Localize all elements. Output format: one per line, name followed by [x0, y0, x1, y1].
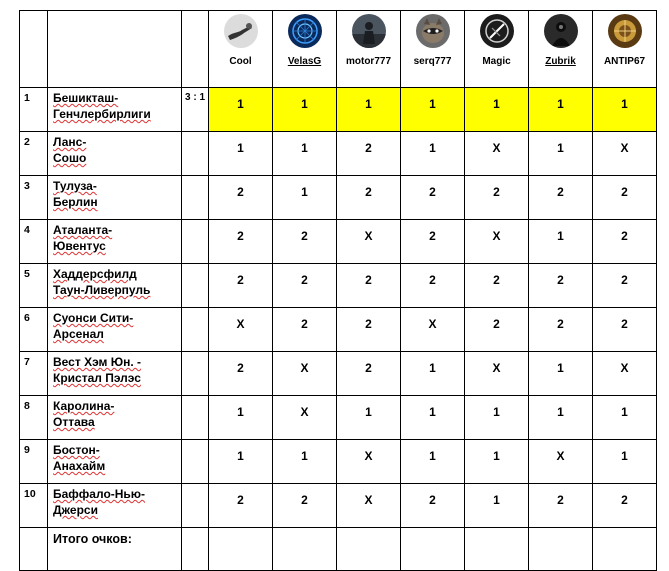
- match-row: [20, 484, 657, 528]
- prediction-cell: X: [465, 220, 529, 264]
- prediction-cell: 2: [465, 264, 529, 308]
- raccoon-avatar-icon: [416, 14, 450, 48]
- team-line: Таун-Ливерпуль: [53, 283, 151, 297]
- header-match-cell: [48, 11, 182, 88]
- prediction-cell: 1: [593, 88, 657, 132]
- team-line: Джерси: [53, 503, 98, 517]
- total-row: [20, 528, 657, 571]
- match-row: [20, 264, 657, 308]
- match-score: [182, 308, 209, 352]
- prediction-cell: 2: [593, 220, 657, 264]
- match-number: 5: [20, 264, 48, 308]
- prediction-cell: 2: [465, 308, 529, 352]
- match-number: 1: [20, 88, 48, 132]
- blue-vortex-avatar-icon: [288, 14, 322, 48]
- match-score: [182, 396, 209, 440]
- prediction-cell: X: [465, 132, 529, 176]
- prediction-cell: 1: [465, 88, 529, 132]
- match-row: [20, 440, 657, 484]
- prediction-cell: 1: [529, 132, 593, 176]
- player-name: Cool: [229, 56, 252, 67]
- prediction-cell: 2: [401, 220, 465, 264]
- match-row: [20, 396, 657, 440]
- prediction-cell: 2: [209, 220, 273, 264]
- player-name: VelasG: [287, 56, 322, 67]
- prediction-cell: 1: [465, 440, 529, 484]
- player-name: serq777: [413, 56, 452, 67]
- prediction-cell: 2: [593, 308, 657, 352]
- team-line: Аталанта-: [53, 223, 113, 237]
- prediction-cell: 2: [529, 484, 593, 528]
- team-line: Кристал Пэлэс: [53, 371, 141, 385]
- prediction-cell: 1: [273, 88, 337, 132]
- prediction-cell: X: [209, 308, 273, 352]
- match-teams: [48, 440, 182, 484]
- prediction-cell: 2: [529, 176, 593, 220]
- player-header-cell: [593, 11, 657, 88]
- total-points-cell: [401, 528, 465, 571]
- prediction-cell: 1: [593, 396, 657, 440]
- total-num-cell: [20, 528, 48, 571]
- prediction-cell: 1: [401, 352, 465, 396]
- prediction-cell: 2: [529, 308, 593, 352]
- gold-pattern-avatar-icon: [608, 14, 642, 48]
- match-score: [182, 484, 209, 528]
- team-line: Вест Хэм Юн. -: [53, 355, 142, 369]
- prediction-cell: 2: [401, 176, 465, 220]
- match-teams: [48, 484, 182, 528]
- team-line: Анахайм: [53, 459, 106, 473]
- prediction-cell: 2: [273, 308, 337, 352]
- team-line: Каролина-: [53, 399, 115, 413]
- prediction-cell: 2: [337, 132, 401, 176]
- prediction-cell: X: [593, 352, 657, 396]
- player-name: Zubrik: [545, 56, 576, 67]
- prediction-cell: 2: [337, 264, 401, 308]
- match-row: [20, 176, 657, 220]
- prediction-cell: 1: [209, 88, 273, 132]
- prediction-cell: 2: [593, 264, 657, 308]
- prediction-cell: 1: [273, 176, 337, 220]
- match-teams: [48, 352, 182, 396]
- match-row: [20, 220, 657, 264]
- prediction-cell: X: [337, 440, 401, 484]
- prediction-cell: 2: [273, 484, 337, 528]
- prediction-cell: 1: [273, 132, 337, 176]
- match-row: [20, 132, 657, 176]
- total-score-cell: [182, 528, 209, 571]
- match-score: [182, 220, 209, 264]
- prediction-cell: 2: [209, 264, 273, 308]
- prediction-cell: 1: [401, 132, 465, 176]
- prediction-cell: X: [401, 308, 465, 352]
- player-header-cell: [273, 11, 337, 88]
- prediction-cell: 2: [273, 220, 337, 264]
- prediction-cell: 2: [337, 308, 401, 352]
- total-points-cell: [209, 528, 273, 571]
- prediction-cell: 1: [401, 440, 465, 484]
- team-line: Оттава: [53, 415, 95, 429]
- prediction-cell: 1: [529, 220, 593, 264]
- team-line: Генчлербирлиги: [53, 107, 151, 121]
- prediction-cell: 1: [529, 88, 593, 132]
- prediction-cell: 2: [209, 176, 273, 220]
- prediction-cell: X: [273, 396, 337, 440]
- team-line: Тулуза-: [53, 179, 97, 193]
- prediction-cell: 2: [209, 352, 273, 396]
- match-number: 10: [20, 484, 48, 528]
- table-body: [20, 11, 657, 571]
- total-points-cell: [593, 528, 657, 571]
- match-teams: [48, 308, 182, 352]
- prediction-cell: X: [529, 440, 593, 484]
- team-line: Ланс-: [53, 135, 87, 149]
- player-header-cell: [209, 11, 273, 88]
- match-score: [182, 176, 209, 220]
- prediction-cell: 2: [401, 484, 465, 528]
- match-score: [182, 132, 209, 176]
- match-row: [20, 352, 657, 396]
- team-line: Ювентус: [53, 239, 106, 253]
- prediction-cell: 2: [593, 484, 657, 528]
- prediction-cell: 1: [529, 396, 593, 440]
- prediction-cell: 2: [465, 176, 529, 220]
- match-number: 4: [20, 220, 48, 264]
- match-teams: [48, 132, 182, 176]
- match-score: [182, 352, 209, 396]
- prediction-cell: X: [273, 352, 337, 396]
- predictions-table: [19, 10, 657, 571]
- match-number: 8: [20, 396, 48, 440]
- player-header-cell: [465, 11, 529, 88]
- team-line: Арсенал: [53, 327, 104, 341]
- prediction-cell: 2: [593, 176, 657, 220]
- match-teams: [48, 264, 182, 308]
- player-header-cell: [401, 11, 465, 88]
- match-number: 6: [20, 308, 48, 352]
- prediction-cell: 1: [529, 352, 593, 396]
- total-points-cell: [337, 528, 401, 571]
- dark-figure-avatar-icon: [352, 14, 386, 48]
- prediction-cell: 1: [401, 88, 465, 132]
- prediction-cell: X: [465, 352, 529, 396]
- match-score: 3 : 1: [182, 88, 209, 132]
- prediction-cell: 2: [273, 264, 337, 308]
- header-num-cell: [20, 11, 48, 88]
- total-points-cell: [273, 528, 337, 571]
- prediction-cell: 2: [337, 176, 401, 220]
- player-header-cell: [337, 11, 401, 88]
- match-teams: [48, 88, 182, 132]
- prediction-cell: 1: [593, 440, 657, 484]
- prediction-cell: 1: [337, 396, 401, 440]
- prediction-cell: 1: [209, 132, 273, 176]
- team-line: Хаддерсфилд: [53, 267, 137, 281]
- dark-silhouette-avatar-icon: [544, 14, 578, 48]
- player-name: Magic: [482, 56, 511, 67]
- prediction-cell: 1: [209, 440, 273, 484]
- prediction-cell: 2: [529, 264, 593, 308]
- magic-emblem-avatar-icon: [480, 14, 514, 48]
- prediction-cell: 1: [337, 88, 401, 132]
- prediction-cell: 1: [273, 440, 337, 484]
- team-line: Баффало-Нью-: [53, 487, 146, 501]
- match-teams: [48, 220, 182, 264]
- team-line: Бешикташ-: [53, 91, 119, 105]
- match-number: 3: [20, 176, 48, 220]
- team-line: Суонси Сити-: [53, 311, 134, 325]
- header-row: [20, 11, 657, 88]
- prediction-cell: 1: [465, 484, 529, 528]
- prediction-cell: 1: [465, 396, 529, 440]
- player-name: ANTIP67: [603, 56, 646, 67]
- robot-hand-avatar-icon: [224, 14, 258, 48]
- total-points-cell: [529, 528, 593, 571]
- header-score-cell: [182, 11, 209, 88]
- player-name: motor777: [345, 56, 391, 67]
- team-line: Бостон-: [53, 443, 100, 457]
- match-score: [182, 264, 209, 308]
- prediction-cell: X: [593, 132, 657, 176]
- match-teams: [48, 396, 182, 440]
- match-number: 2: [20, 132, 48, 176]
- match-row: [20, 308, 657, 352]
- match-number: 9: [20, 440, 48, 484]
- match-row: [20, 88, 657, 132]
- prediction-cell: 1: [209, 396, 273, 440]
- player-header-cell: [529, 11, 593, 88]
- match-score: [182, 440, 209, 484]
- prediction-cell: 2: [337, 352, 401, 396]
- team-line: Сошо: [53, 151, 87, 165]
- prediction-cell: 1: [401, 396, 465, 440]
- total-points-cell: [465, 528, 529, 571]
- match-number: 7: [20, 352, 48, 396]
- team-line: Берлин: [53, 195, 98, 209]
- prediction-cell: 2: [401, 264, 465, 308]
- match-teams: [48, 176, 182, 220]
- prediction-cell: 2: [209, 484, 273, 528]
- prediction-cell: X: [337, 220, 401, 264]
- total-label: Итого очков:: [48, 528, 182, 571]
- prediction-cell: X: [337, 484, 401, 528]
